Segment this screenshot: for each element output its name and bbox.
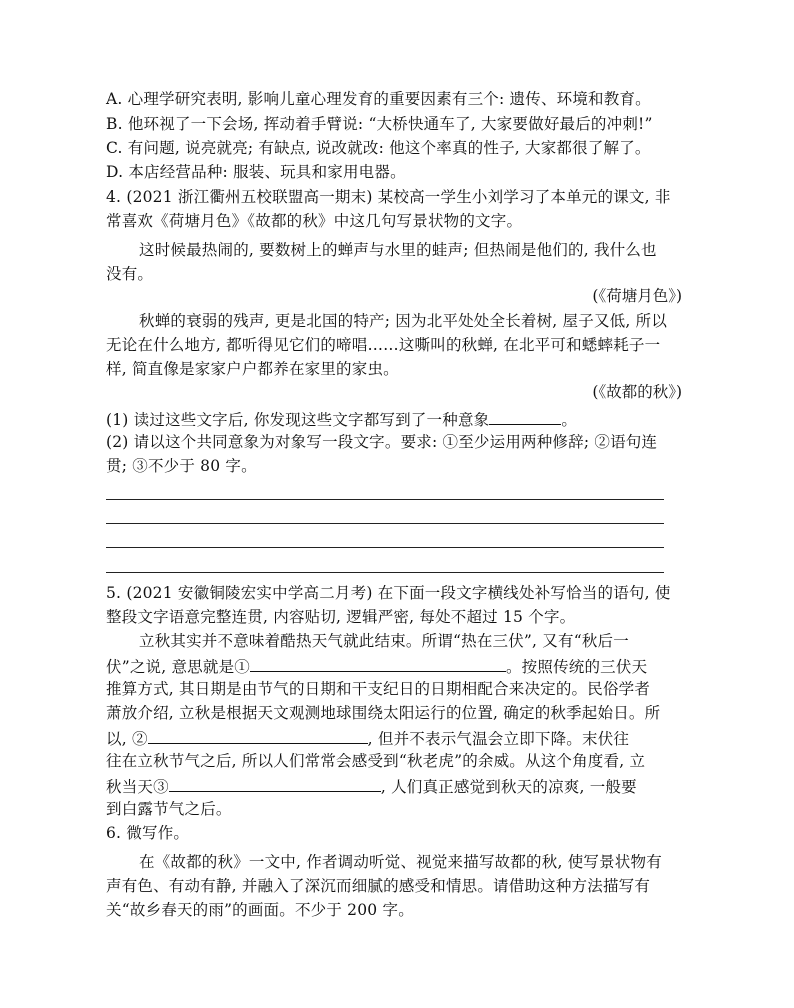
q5-text-line5 bbox=[106, 727, 629, 749]
answer-line-2[interactable] bbox=[106, 523, 664, 524]
q5-blank-1[interactable] bbox=[250, 655, 506, 672]
q6-text-line1: 在《故都的秋》一文中, 作者调动听觉、视觉来描写故都的秋, 使写景状物有 bbox=[139, 853, 662, 871]
q4-stem-line1: 4. (2021 浙江衢州五校联盟高一期末) 某校高一学生小刘学习了本单元的课文, 非 bbox=[106, 188, 671, 206]
option-a: A. 心理学研究表明, 影响儿童心理发育的重要因素有三个: 遗传、环境和教育。 bbox=[106, 90, 651, 108]
q5-line5-post: , 但并不表示气温会立即下降。末伏往 bbox=[367, 730, 630, 748]
q5-stem-line2: 整段文字语意完整连贯, 内容贴切, 逻辑严密, 每处不超过 15 个字。 bbox=[106, 608, 576, 626]
q4-stem-line2: 常喜欢《荷塘月色》《故都的秋》中这几句写景状物的文字。 bbox=[106, 212, 523, 230]
q5-text-line7 bbox=[106, 775, 637, 797]
q5-stem-line1: 5. (2021 安徽铜陵宏实中学高二月考) 在下面一段文字横线处补写恰当的语句, 使 bbox=[106, 584, 671, 602]
q4-passage2-line3: 样, 简直像是家家户户都养在家里的家虫。 bbox=[106, 360, 399, 378]
q4-sub1 bbox=[106, 408, 577, 430]
q5-line7-post: , 人们真正感觉到秋天的凉爽, 一般要 bbox=[380, 778, 637, 796]
q6-text-line2: 声有色、有动有静, 并融入了深沉而细腻的感受和情思。请借助这种方法描写有 bbox=[106, 877, 651, 895]
q4-passage1-line1: 这时候最热闹的, 要数树上的蝉声与水里的蛙声; 但热闹是他们的, 我什么也 bbox=[139, 241, 657, 259]
q4-source2: (《故都的秋》) bbox=[592, 383, 682, 401]
q4-sub1-text: (1) 读过这些文字后, 你发现这些文字都写到了一种意象 bbox=[106, 411, 490, 429]
q5-text-line8: 到白露节气之后。 bbox=[106, 800, 232, 818]
q4-source1: (《荷塘月色》) bbox=[592, 287, 682, 305]
q4-sub1-answer-blank[interactable] bbox=[489, 408, 561, 425]
answer-line-4[interactable] bbox=[106, 572, 664, 573]
answer-line-1[interactable] bbox=[106, 499, 664, 500]
q5-line5-pre: 以, ② bbox=[106, 730, 148, 748]
q5-text-line2 bbox=[106, 655, 647, 677]
q4-passage1-line2: 没有。 bbox=[106, 265, 154, 283]
q4-sub1-end: 。 bbox=[561, 411, 578, 429]
q6-text-line3: 关“故乡春天的雨”的画面。不少于 200 字。 bbox=[106, 901, 414, 919]
q5-line7-pre: 秋当天③ bbox=[106, 778, 169, 796]
q5-text-line6: 往在立秋节气之后, 所以人们常常会感受到“秋老虎”的余威。从这个角度看, 立 bbox=[106, 752, 646, 770]
q6-title: 6. 微写作。 bbox=[106, 824, 190, 842]
q5-blank-3[interactable] bbox=[169, 775, 381, 792]
q5-text-line1: 立秋其实并不意味着酷热天气就此结束。所谓“热在三伏”, 又有“秋后一 bbox=[139, 632, 629, 650]
q4-sub2-line1: (2) 请以这个共同意象为对象写一段文字。要求: ①至少运用两种修辞; ②语句连 bbox=[106, 433, 658, 451]
q5-line2-post: 。按照传统的三伏天 bbox=[505, 658, 648, 676]
q4-sub2-line2: 贯; ③不少于 80 字。 bbox=[106, 457, 257, 475]
q4-passage2-line1: 秋蝉的衰弱的残声, 更是北国的特产; 因为北平处处全长着树, 屋子又低, 所以 bbox=[139, 312, 668, 330]
q5-line2-pre: 伏”之说, 意思就是① bbox=[106, 658, 250, 676]
q4-passage2-line2: 无论在什么地方, 都听得见它们的啼唱……这嘶叫的秋蝉, 在北平可和蟋蟀耗子一 bbox=[106, 336, 661, 354]
option-b: B. 他环视了一下会场, 挥动着手臂说: “大桥快通车了, 大家要做好最后的冲刺!” bbox=[106, 115, 653, 133]
option-d: D. 本店经营品种: 服装、玩具和家用电器。 bbox=[106, 163, 406, 181]
answer-line-3[interactable] bbox=[106, 547, 664, 548]
q5-text-line4: 萧放介绍, 立秋是根据天文观测地球围绕太阳运行的位置, 确定的秋季起始日。所 bbox=[106, 704, 661, 722]
q5-blank-2[interactable] bbox=[148, 727, 368, 744]
option-c: C. 有问题, 说亮就亮; 有缺点, 说改就改: 他这个率真的性子, 大家都很了解了。 bbox=[106, 139, 651, 157]
q5-text-line3: 推算方式, 其日期是由节气的日期和干支纪日的日期相配合来决定的。民俗学者 bbox=[106, 680, 651, 698]
